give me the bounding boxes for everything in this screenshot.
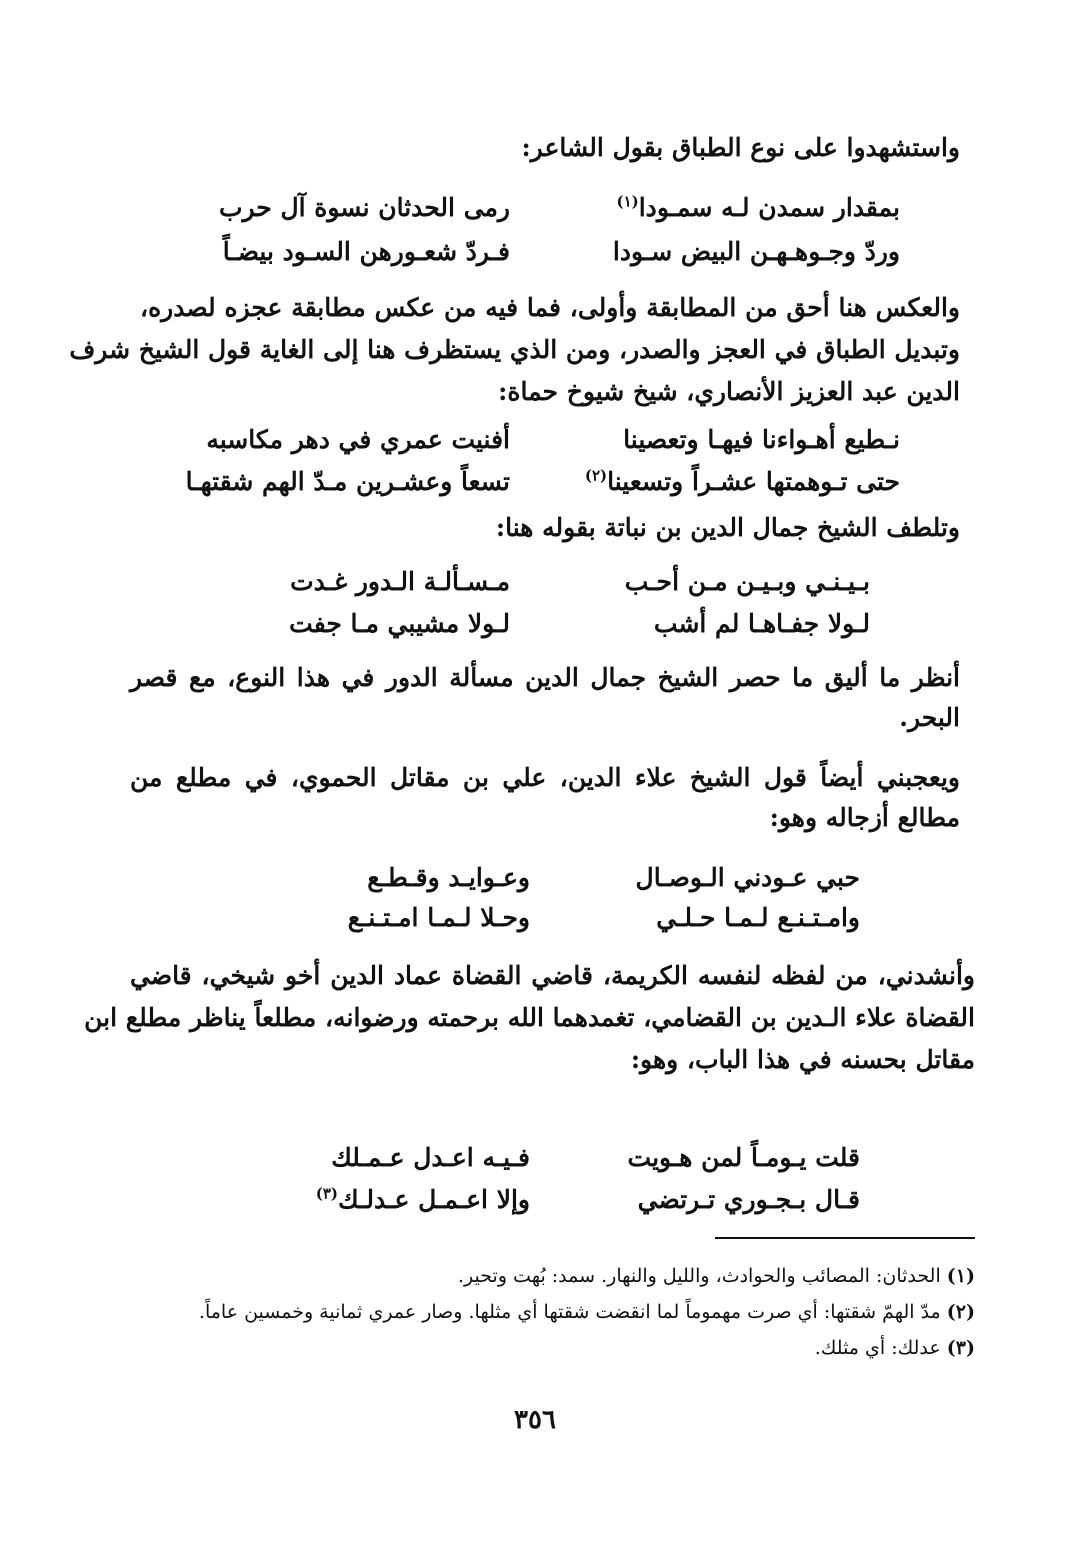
footnote-3 bbox=[815, 1334, 975, 1362]
poem3-verse2-first-hemistich: لـولا مشيبي مـا جفت bbox=[289, 609, 510, 638]
poem2-verse2-second-hemistich: حتى تـوهمتها عشـراً وتسعينا$^{(٢)}$ bbox=[584, 466, 900, 496]
poem5-verse2-second-hemistich: وإلا اعـمـل عـدلـك$^{(٣)}$ bbox=[315, 1184, 530, 1214]
para3-line-2: مطالع أزجاله وهو: bbox=[769, 803, 960, 832]
poem2-verse1-first-hemistich: أفنيت عمري في دهر مكاسبه bbox=[206, 425, 510, 454]
poem5-verse1-first-hemistich: قلت يـومـاً لمن هـويت bbox=[627, 1143, 860, 1172]
page-number: ٣٥٦ bbox=[514, 1405, 556, 1435]
footnote-2 bbox=[199, 1298, 975, 1326]
footnote-1-text: الحدثان: المصائب والحوادث، والليل والنهار. سمد: بُهت وتحير. bbox=[458, 1265, 941, 1287]
poem5-verse1-second-hemistich: فـيـه اعـدل عـمـلك bbox=[331, 1143, 530, 1172]
footnote-1-number: (١) bbox=[946, 1265, 975, 1287]
poem4-verse1-second-hemistich: وعـوايـد وقـطـع bbox=[367, 863, 530, 892]
footnote-2-number: (٢) bbox=[946, 1301, 975, 1323]
poem2-verse1-second-hemistich: نـطيع أهـواءنا فيهـا وتعصينا bbox=[623, 425, 900, 454]
poem4-verse2-first-hemistich: وامـتـنـع لـمـا حـلـي bbox=[656, 903, 860, 932]
poem3-verse1-first-hemistich: مـسـألـة الـدور غـدت bbox=[290, 567, 510, 596]
para2-line-2: البحر. bbox=[899, 703, 960, 732]
intro-line-2: وتلطف الشيخ جمال الدين بن نباتة بقوله هنا: bbox=[495, 513, 960, 542]
para1-line-1: والعكس هنا أحق من المطابقة وأولى، فما فيه من عكس مطابقة عجزه لصدره، bbox=[140, 293, 960, 322]
para4-line-2: القضاة علاء الـدين بن القضامي، تغمدهما الله برحمته ورضوانه، مطلعاً يناظر مطلع ابن bbox=[84, 1003, 975, 1032]
para1-line-2: وتبديل الطباق في العجز والصدر، ومن الذي يستظرف هنا إلى الغاية قول الشيخ شرف bbox=[69, 335, 960, 364]
footnote-3-number: (٣) bbox=[946, 1337, 975, 1359]
footnote-marker-2: (٢) bbox=[584, 466, 608, 485]
poem1-verse2-first-hemistich: فـردّ شعـورهن السـود بيضـاً bbox=[222, 237, 510, 266]
footnote-3-text: عدلك: أي مثلك. bbox=[814, 1337, 941, 1359]
poem4-verse1-first-hemistich: حبي عـودني الـوصـال bbox=[635, 863, 860, 892]
footnote-2-text: مدّ الهمّ شقتها: أي صرت مهموماً لما انقضت شقتها أي مثلها. وصار عمري ثمانية وخمسين عاماً. bbox=[198, 1301, 941, 1323]
footnote-marker-3: (٣) bbox=[315, 1184, 339, 1203]
poem3-verse1-second-hemistich: بـيـنـي وبـيـن مـن أحـب bbox=[624, 567, 870, 596]
intro-line-1: واستشهدوا على نوع الطباق بقول الشاعر: bbox=[521, 133, 960, 162]
footnote-marker-1: (١) bbox=[616, 192, 639, 211]
para4-line-3: مقاتل بحسنه في هذا الباب، وهو: bbox=[630, 1045, 975, 1074]
poem1-verse1-second-hemistich: بمقدار سمدن لـه سمـودا$^{(١)}$ bbox=[616, 192, 900, 222]
poem1-verse1-first-hemistich: رمى الحدثان نسوة آل حرب bbox=[218, 193, 510, 222]
poem2-verse2-first-hemistich: تسعاً وعشـرين مـدّ الهم شقتهـا bbox=[185, 467, 510, 496]
para1-line-3: الدين عبد العزيز الأنصاري، شيخ شيوخ حماة: bbox=[498, 377, 960, 406]
poem4-verse2-second-hemistich: وحـلا لـمـا امـتـنـع bbox=[347, 903, 530, 932]
footnote-separator bbox=[715, 1237, 975, 1239]
poem3-verse2-second-hemistich: لـولا جفـاهـا لم أشب bbox=[653, 609, 870, 638]
footnote-1 bbox=[458, 1262, 975, 1290]
para4-line-1: وأنشدني، من لفظه لنفسه الكريمة، قاضي القضاة عماد الدين أخو شيخي، قاضي bbox=[130, 961, 975, 990]
para2-line-1: أنظر ما أليق ما حصر الشيخ جمال الدين مسألة الدور في هذا النوع، مع قصر bbox=[130, 663, 960, 692]
poem5-verse2-first-hemistich: قـال بـجـوري تـرتضي bbox=[637, 1185, 860, 1214]
para3-line-1: ويعجبني أيضاً قول الشيخ علاء الدين، علي بن مقاتل الحموي، في مطلع من bbox=[130, 763, 960, 792]
poem1-verse2-second-hemistich: وردّ وجـوهـهـن البيض سـودا bbox=[612, 237, 900, 266]
